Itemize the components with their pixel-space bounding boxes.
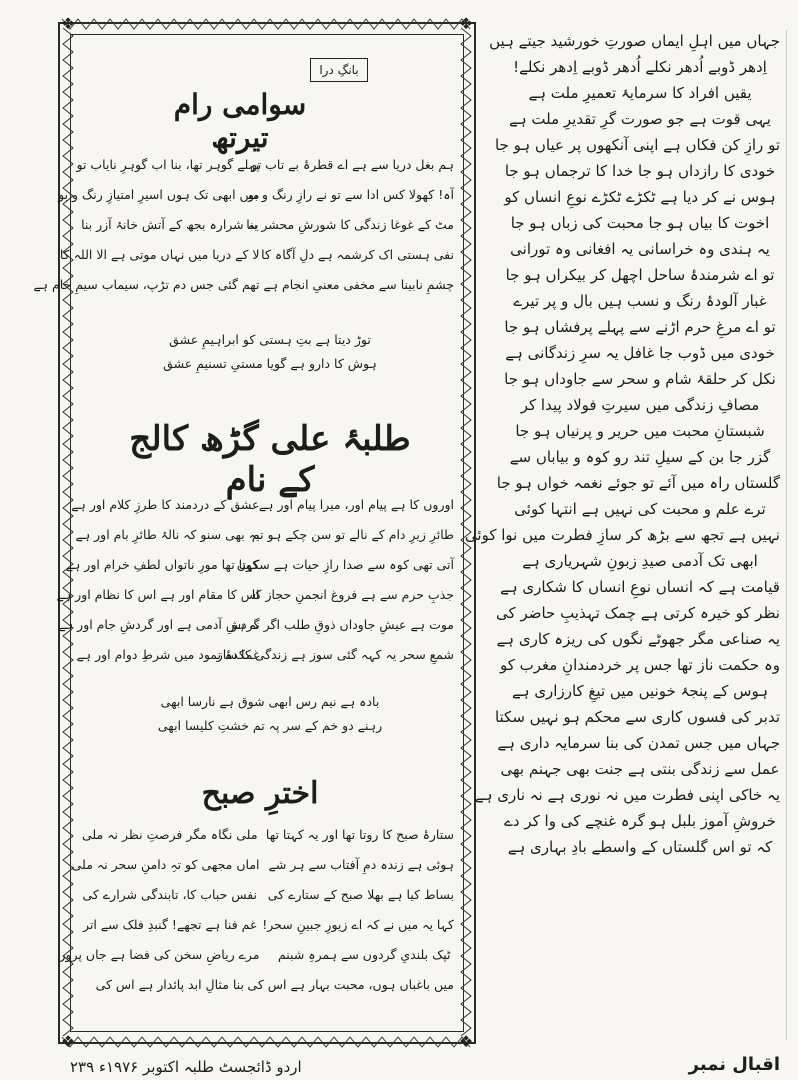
corner-ornament-icon: ❖ xyxy=(60,14,76,33)
misra-second: ملی نگاہ مگر فرصتِ نظر نہ ملی xyxy=(81,827,258,842)
zigzag-border-right xyxy=(460,28,472,1038)
verse-line: یہ صناعی مگر جھوٹے نگوں کی ریزہ کاری ہے xyxy=(496,630,780,648)
verse-line: یہی قوت ہے جو صورت گرِ تقدیرِ ملت ہے xyxy=(509,110,771,128)
couplet-row xyxy=(71,490,454,520)
verse-line: کہ تو اس گلستاں کے واسطے بادِ بہاری ہے xyxy=(507,838,773,856)
couplet-row xyxy=(58,610,454,640)
poem-swami-ram-tirath xyxy=(33,150,454,300)
verse-line: مصافِ زندگی میں سیرتِ فولاد پیدا کر xyxy=(520,396,760,414)
section-title-aligarh-college: طلبۂ علی گڑھ کالج کے نام xyxy=(129,419,411,500)
verse-line: ابھی تک آدمی صیدِ زبونِ شہریاری ہے xyxy=(522,552,758,570)
couplet-row xyxy=(56,580,454,610)
couplet-row xyxy=(33,270,454,300)
closing-verse: رہنے دو خم کے سر پہ تم خشتِ کلیسا ابھی xyxy=(157,718,383,733)
misra-first: موت ہے عیشِ جاوداں ذوقِ طلب اگر نہ ہو xyxy=(231,617,454,632)
misra-first: نفی ہستی اک کرشمہ ہے دلِ آگاہ کا xyxy=(261,247,454,262)
couplet-row xyxy=(80,910,454,940)
zigzag-border-bottom xyxy=(62,1036,472,1048)
closing-verse: ہوش کا دارو ہے گویا مستیِ تسنیمِ عشق xyxy=(163,356,377,371)
couplet-row xyxy=(65,550,454,580)
verse-line: نہیں ہے تجھ سے بڑھ کر سازِ فطرت میں نوا کوئی xyxy=(464,526,780,544)
misra-first: ہم بغل دریا سے ہے اے قطرۂ بے تاب تو xyxy=(251,157,454,172)
couplet-row xyxy=(80,880,454,910)
footer-magazine-info: اردو ڈائجسٹ طلبہ اکتوبر ۱۹۷۶ء ۲۳۹ xyxy=(70,1058,302,1076)
misra-second: اماں مجھی کو تہِ دامنِ سحر نہ ملی xyxy=(71,857,260,872)
section-title-swami-ram-tirath: سوامی رام تیرتھ xyxy=(173,88,307,154)
couplet-row xyxy=(80,820,454,850)
couplet-row xyxy=(80,210,454,240)
corner-ornament-icon: ❖ xyxy=(60,1032,76,1051)
couplet-row xyxy=(59,940,454,970)
verse-line: تو اے مرغِ حرم اڑنے سے پہلے پرفشاں ہو جا xyxy=(504,318,776,336)
misra-first: جذبِ حرم سے ہے فروغ انجمنِ حجاز کا xyxy=(251,587,454,602)
misra-second: یہ شرارہ بجھ کے آتش خانۂ آزر بنا xyxy=(81,217,259,232)
corner-ornament-icon: ❖ xyxy=(458,1032,474,1051)
couplet-row xyxy=(75,520,454,550)
verse-line: خودی کا رازداں ہو جا خدا کا ترجماں ہو جا xyxy=(504,162,776,180)
closing-verse: بادہ ہے نیم رس ابھی شوق ہے نارسا ابھی xyxy=(160,694,380,709)
misra-first: آتی تھی کوہ سے صدا رازِ حیات ہے سکوں xyxy=(236,557,454,572)
verse-line: خروشِ آموز بلبل ہو گرہ غنچے کی وا کر دے xyxy=(504,812,776,830)
misra-first: آہ! کھولا کس ادا سے تو نے رازِ رنگ و بو xyxy=(248,187,454,202)
misra-first: شمعِ سحر یہ کہہ گئی سوز ہے زندگی کا ساز xyxy=(216,647,454,662)
misra-second: غمکدۂ نمود میں شرطِ دوام اور ہے xyxy=(76,647,260,662)
couplet-row xyxy=(80,970,454,1000)
verse-line: یہ خاکی اپنی فطرت میں نہ نوری ہے نہ ناری ہے xyxy=(474,786,780,804)
misra-second: غم فنا ہے تجھے! گنبدِ فلک سے اتر xyxy=(82,917,257,932)
verse-line: گزر جا بن کے سیلِ تند رو کوہ و بیاباں سے xyxy=(509,448,771,466)
couplet-row xyxy=(71,850,454,880)
misra-first: اوروں کا ہے پیام اور، میرا پیام اور ہے xyxy=(258,497,454,512)
verse-line: ترے علم و محبت کی نہیں ہے انتہا کوئی xyxy=(514,500,766,518)
verse-line: گلستاں راہ میں آئے تو جوئے نغمہ خواں ہو جا xyxy=(496,474,780,492)
verse-line: جہاں میں اہلِ ایماں صورتِ خورشید جیتے ہیں xyxy=(489,32,780,50)
verse-line: قیامت ہے کہ انساں نوعِ انساں کا شکاری ہے xyxy=(500,578,780,596)
misra-second: نفس حباب کا، تابندگی شرارے کی xyxy=(82,887,258,902)
poem-aligarh-college xyxy=(56,490,454,670)
section-title-akhtar-e-subh: اخترِ صبح xyxy=(201,776,319,811)
closing-verse: توڑ دیتا ہے بتِ ہستی کو ابراہیمِ عشق xyxy=(169,332,371,347)
verse-line: وہ حکمت ناز تھا جس پر خردمندانِ مغرب کو xyxy=(499,656,780,674)
misra-first: ہوئی ہے زندہ دمِ آفتاب سے ہر شے xyxy=(268,857,454,872)
misra-second: بنا مثالِ ابد پائدار ہے اس کی xyxy=(95,977,244,992)
footer-issue-name: اقبال نمبر xyxy=(688,1054,780,1075)
misra-first: ٹپک بلندیِ گردوں سے ہمرہِ شبنم xyxy=(277,947,451,962)
page-edge-line xyxy=(786,30,787,1040)
verse-line: یقیں افراد کا سرمایۂ تعمیرِ ملت ہے xyxy=(528,84,752,102)
poem-akhtar-e-subh xyxy=(59,820,454,1000)
corner-ornament-icon: ❖ xyxy=(458,14,474,33)
verse-line: جہاں میں جس تمدن کی بنا سرمایہ داری ہے xyxy=(497,734,780,752)
misra-second: کہتا تھا مورِ ناتواں لطفِ خرام اور ہے xyxy=(65,557,260,572)
verse-line: تو رازِ کن فکاں ہے اپنی آنکھوں پر عیاں ہو جا xyxy=(494,136,780,154)
misra-first: چشمِ نابینا سے مخفی معنیِ انجام ہے xyxy=(263,277,454,292)
misra-second: پہلے گوہر تھا، بنا اب گوہرِ نایاب تو xyxy=(76,157,260,172)
zigzag-border-top xyxy=(62,18,472,30)
couplet-row xyxy=(59,240,454,270)
verse-line: نکل کر حلقۂ شام و سحر سے جاوداں ہو جا xyxy=(504,370,776,388)
misra-second: یہ بھی سنو کہ نالۂ طائرِ بام اور ہے xyxy=(75,527,260,542)
verse-line: غبار آلودۂ رنگ و نسب ہیں بال و پر تیرے xyxy=(513,292,767,310)
misra-second: گردشِ آدمی ہے اور گردشِ جام اور ہے xyxy=(58,617,260,632)
misra-second: اس کا مقام اور ہے اس کا نظام اور ہے xyxy=(56,587,260,602)
misra-second: تھم گئی جس دم تڑپ، سیماب سیمِ خام ہے xyxy=(33,277,260,292)
misra-first: طائرِ زیرِ دام کے نالے تو سن چکے ہو تم xyxy=(251,527,454,542)
verse-line: شبستانِ محبت میں حریر و پرنیاں ہو جا xyxy=(515,422,765,440)
verse-line: خودی میں ڈوب جا غافل یہ سرِ زندگانی ہے xyxy=(505,344,775,362)
couplet-row xyxy=(58,180,454,210)
book-label: بانگِ درا xyxy=(310,58,368,82)
verse-line: ہوس نے کر دیا ہے ٹکڑے ٹکڑے نوعِ انساں کو xyxy=(504,188,776,206)
verse-line: یہ ہندی وہ خراسانی یہ افغانی وہ تورانی xyxy=(510,240,770,258)
verse-line: اِدھر ڈوبے اُدھر نکلے اُدھر ڈوبے اِدھر نکلے! xyxy=(513,58,767,76)
misra-second: لا کے دریا میں نہاں موتی ہے الا اللہ کا xyxy=(59,247,260,262)
verse-line: اخوت کا بیاں ہو جا محبت کی زباں ہو جا xyxy=(510,214,770,232)
couplet-row xyxy=(76,150,454,180)
misra-second: عشق کے دردمند کا طرزِ کلام اور ہے xyxy=(71,497,260,512)
verse-line: ہوس کے پنجۂ خونیں میں تیغِ کارزاری ہے xyxy=(511,682,769,700)
verse-line: تدبر کی فسوں کاری سے محکم ہو نہیں سکتا xyxy=(494,708,780,726)
couplet-row xyxy=(76,640,454,670)
verse-line: عمل سے زندگی بنتی ہے جنت بھی جہنم بھی xyxy=(500,760,780,778)
misra-second: میں ابھی تک ہوں اسیرِ امتیازِ رنگ و بو xyxy=(58,187,260,202)
misra-first: مٹ کے غوغا زندگی کا شورشِ محشر بنا xyxy=(246,217,454,232)
misra-first: میں باغباں ہوں، محبت بہار ہے اس کی xyxy=(247,977,454,992)
misra-second: مرے ریاضِ سخن کی فضا ہے جاں پرور xyxy=(59,947,260,962)
verse-line: نظر کو خیرہ کرتی ہے چمک تہذیبِ حاضر کی xyxy=(496,604,780,622)
right-column-poem xyxy=(464,28,780,1038)
verse-line: تو اے شرمندۂ ساحل اچھل کر بیکراں ہو جا xyxy=(505,266,775,284)
misra-first: ستارۂ صبح کا روتا تھا اور یہ کہتا تھا xyxy=(265,827,454,842)
misra-first: کہا یہ میں نے کہ اے زیورِ جبینِ سحر! xyxy=(262,917,454,932)
misra-first: بساط کیا ہے بھلا صبح کے ستارے کی xyxy=(267,887,454,902)
